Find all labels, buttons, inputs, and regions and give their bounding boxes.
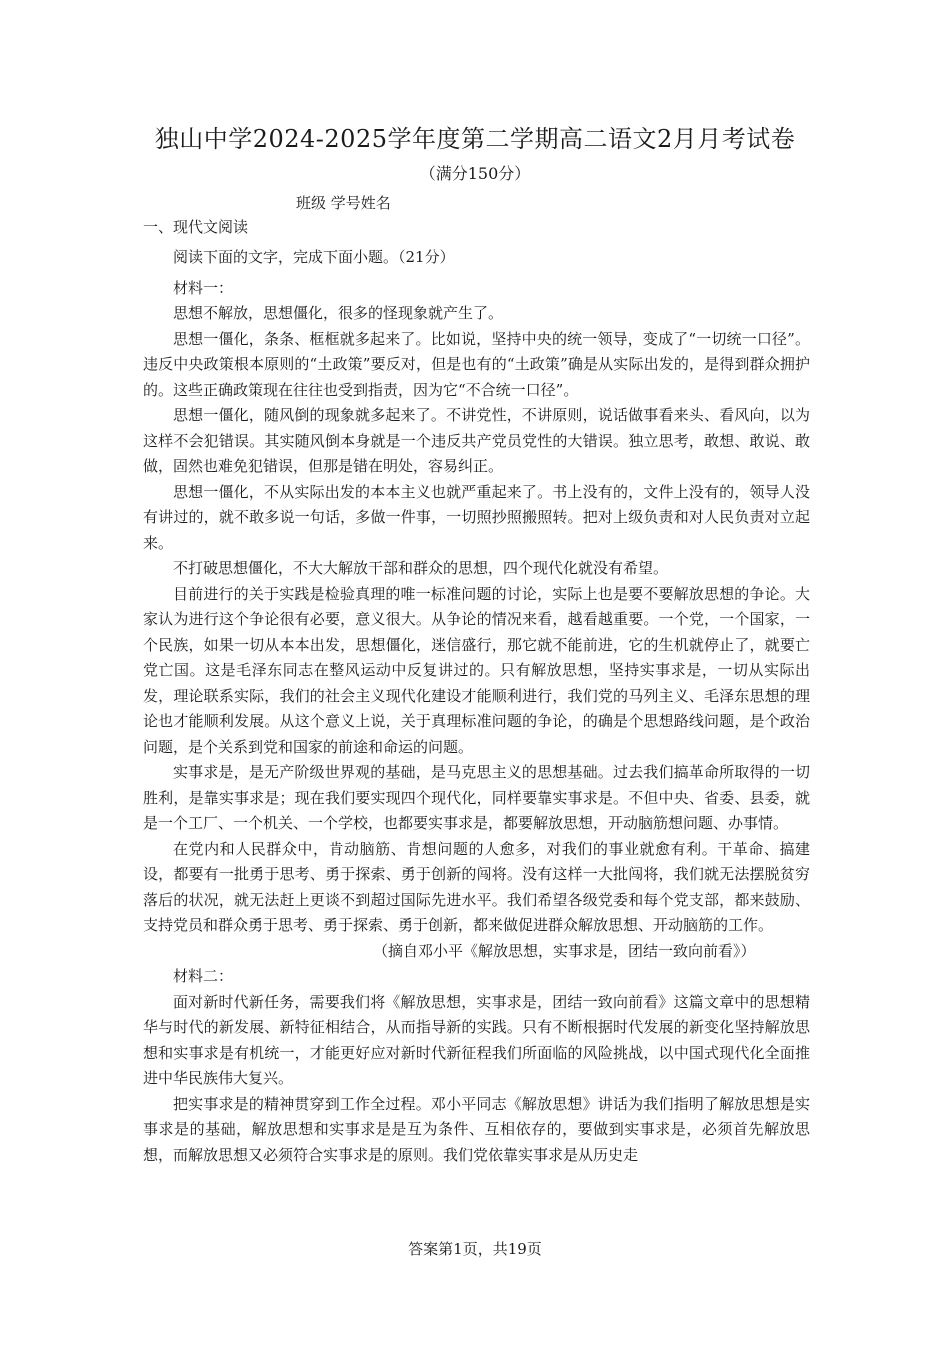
student-info-line: 班级 学号姓名 [296,194,391,212]
material-1-source: （摘自邓小平《解放思想，实事求是，团结一致向前看》） [373,941,756,960]
material-1-label: 材料一： [173,278,234,297]
material-1-paragraph: 思想一僵化，条条、框框就多起来了。比如说，坚持中央的统一领导，变成了“一切统一口径”。违反中央政策根本原则的“土政策”要反对，但是也有的“土政策”确是从实际出发的，是得到群众拥护的。这些正确政策现在往往也受到指责，因为它“不合统一口径”。 [143,329,810,399]
reading-instruction: 阅读下面的文字，完成下面小题。（21分） [173,248,455,266]
reading-body [143,245,810,1168]
page-title: 独山中学2024-2025学年度第二学期高二语文2月月考试卷 [154,125,796,153]
section-heading: 一、现代文阅读 [143,218,249,236]
material-1-paragraph: 思想不解放，思想僵化，很多的怪现象就产生了。 [173,304,504,322]
score-subtitle: （满分150分） [419,164,531,183]
material-2-paragraph: 把实事求是的精神贯穿到工作全过程。邓小平同志《解放思想》讲话为我们指明了解放思想是实事求是的基础，解放思想和实事求是是互为条件、互相依存的，要做到实事求是，必须首先解放思想，而解放思想又必须符合实事求是的原则。我们党依靠实事求是从历史走 [143,1094,810,1164]
material-1-paragraph: 在党内和人民群众中，肯动脑筋、肯想问题的人愈多，对我们的事业就愈有利。干革命、搞建设，都要有一批勇于思考、勇于探索、勇于创新的闯将。没有这样一大批闯将，我们就无法摆脱贫穷落后的状况，就无法赶上更谈不到超过国际先进水平。我们希望各级党委和每个党支部，都来鼓励、支持党员和群众勇于思考、勇于探索、勇于创新，都来做促进群众解放思想、开动脑筋的工作。 [143,839,810,934]
page-footer: 答案第1页，共19页 [408,1240,542,1258]
material-1-paragraph: 实事求是，是无产阶级世界观的基础，是马克思主义的思想基础。过去我们搞革命所取得的一切胜利，是靠实事求是；现在我们要实现四个现代化，同样要靠实事求是。不但中央、省委、县委，就是一个工厂、一个机关、一个学校，也都要实事求是，都要解放思想，开动脑筋想问题、办事情。 [143,763,810,832]
material-1-paragraph: 目前进行的关于实践是检验真理的唯一标准问题的讨论，实际上也是要不要解放思想的争论。大家认为进行这个争论很有必要，意义很大。从争论的情况来看，越看越重要。一个党，一个国家，一个民族，如果一切从本本出发，思想僵化，迷信盛行，那它就不能前进，它的生机就停止了，就要亡党亡国。这是毛泽东同志在整风运动中反复讲过的。只有解放思想，坚持实事求是，一切从实际出发，理论联系实际，我们的社会主义现代化建设才能顺利进行，我们党的马列主义、毛泽东思想的理论也才能顺利发展。从这个意义上说，关于真理标准问题的争论，的确是个思想路线问题，是个政治问题，是个关系到党和国家的前途和命运的问题。 [143,584,810,756]
material-2-paragraph: 面对新时代新任务，需要我们将《解放思想，实事求是，团结一致向前看》这篇文章中的思想精华与时代的新发展、新特征相结合，从而指导新的实践。只有不断根据时代发展的新变化坚持解放思想和实事求是有机统一，才能更好应对新时代新征程我们所面临的风险挑战，以中国式现代化全面推进中华民族伟大复兴。 [143,992,810,1087]
material-1-paragraph: 不打破思想僵化，不大大解放干部和群众的思想，四个现代化就没有希望。 [173,559,669,577]
material-2-label: 材料二： [173,967,234,985]
material-1-paragraph: 思想一僵化，不从实际出发的本本主义也就严重起来了。书上没有的，文件上没有的，领导人没有讲过的，就不敢多说一句话，多做一件事，一切照抄照搬照转。把对上级负责和对人民负责对立起来。 [143,482,810,552]
material-1-paragraph: 思想一僵化，随风倒的现象就多起来了。不讲党性，不讲原则，说话做事看来头、看风向，以为这样不会犯错误。其实随风倒本身就是一个违反共产党员党性的大错误。独立思考，敢想、敢说、敢做，固然也难免犯错误，但那是错在明处，容易纠正。 [143,406,810,475]
